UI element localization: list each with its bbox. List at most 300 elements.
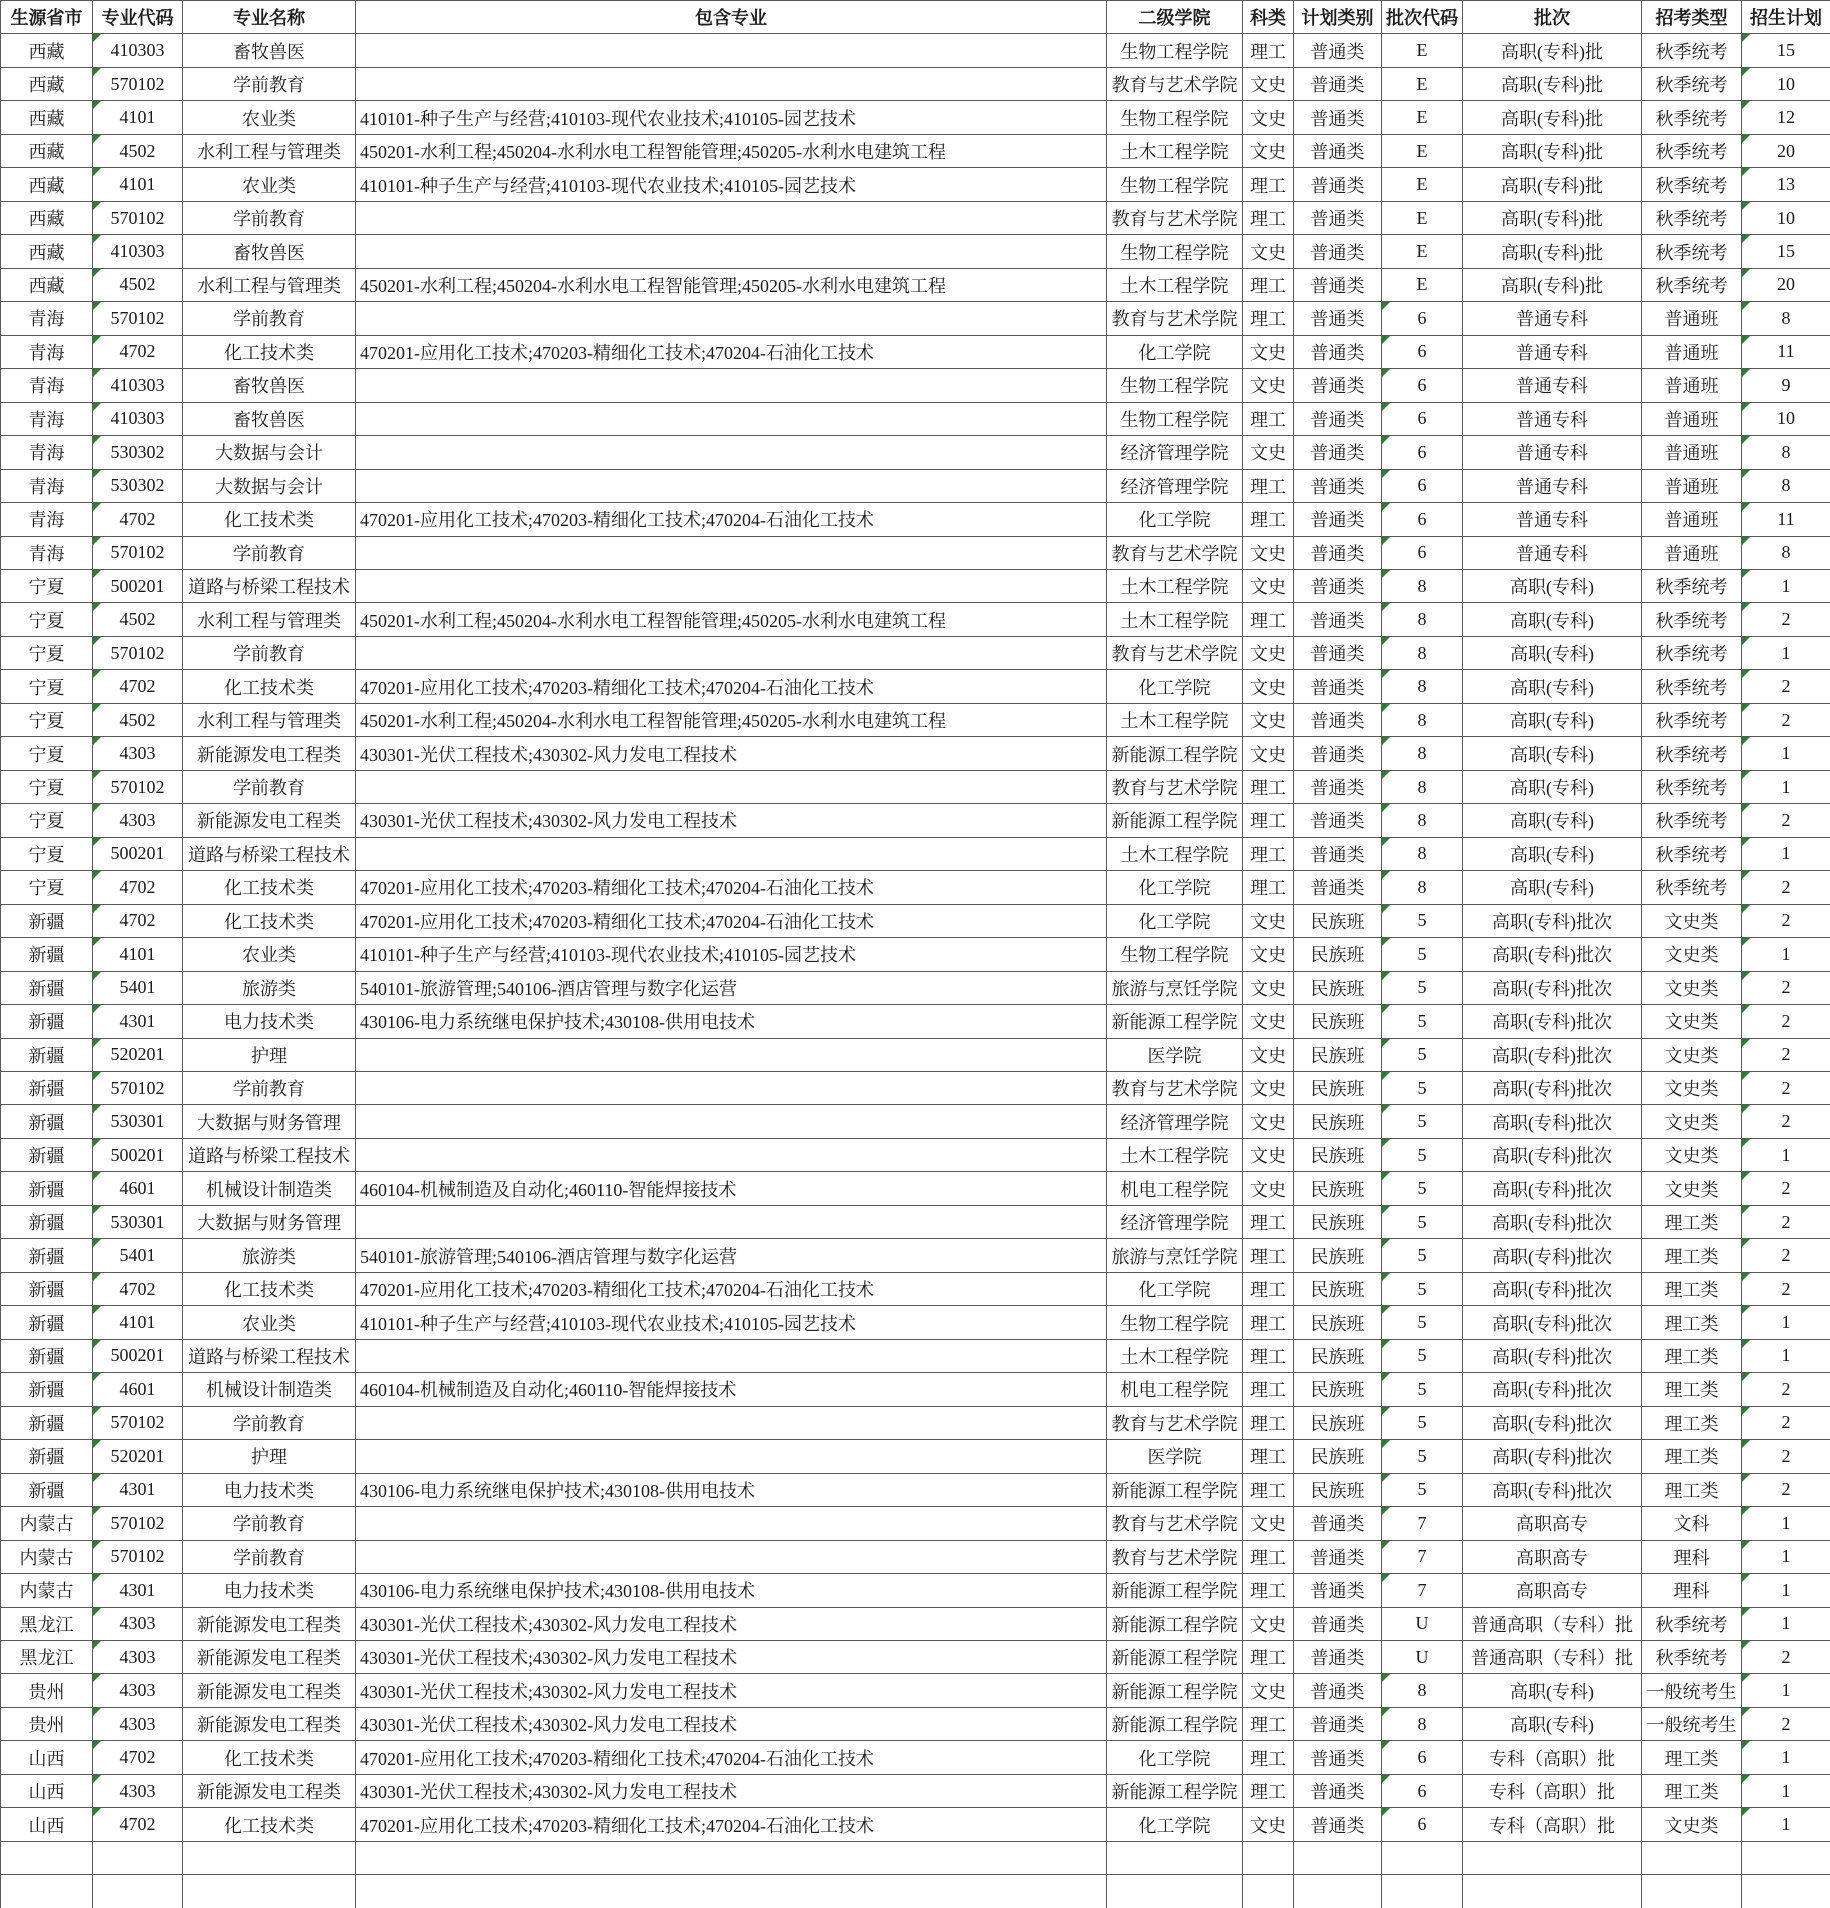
table-cell[interactable] [356,838,1107,871]
table-cell[interactable] [1642,1674,1742,1707]
table-cell[interactable] [1294,101,1382,134]
table-cell[interactable] [1463,1574,1642,1607]
table-cell[interactable] [1107,235,1243,268]
table-cell[interactable] [1107,202,1243,235]
table-cell[interactable] [1382,1574,1463,1607]
table-cell[interactable] [1243,1072,1294,1105]
table-cell[interactable] [356,570,1107,603]
table-cell[interactable] [1294,838,1382,871]
table-cell[interactable] [356,403,1107,436]
table-cell[interactable] [1294,1708,1382,1741]
table-cell[interactable] [1243,269,1294,302]
table-cell[interactable] [183,1239,356,1272]
table-cell[interactable] [1742,1005,1830,1038]
empty-table-cell[interactable] [1742,1875,1830,1908]
table-cell[interactable] [1642,704,1742,737]
table-cell[interactable] [1243,1139,1294,1172]
table-cell[interactable] [1294,1541,1382,1574]
table-cell[interactable] [1294,1775,1382,1808]
table-cell[interactable] [1107,1407,1243,1440]
table-cell[interactable] [1107,737,1243,770]
table-cell[interactable] [93,168,183,201]
table-cell[interactable] [1243,1206,1294,1239]
table-cell[interactable] [1243,1641,1294,1674]
table-cell[interactable] [1463,871,1642,904]
table-cell[interactable] [1642,269,1742,302]
table-cell[interactable] [1107,1608,1243,1641]
table-cell[interactable] [356,1641,1107,1674]
empty-table-cell[interactable] [1642,1842,1742,1875]
table-cell[interactable] [1,1775,93,1808]
table-cell[interactable] [1463,838,1642,871]
table-cell[interactable] [1463,938,1642,971]
table-cell[interactable] [1294,1741,1382,1774]
table-cell[interactable] [356,1541,1107,1574]
table-cell[interactable] [1107,1775,1243,1808]
table-cell[interactable] [1382,336,1463,369]
table-cell[interactable] [356,135,1107,168]
table-cell[interactable] [1243,1574,1294,1607]
table-cell[interactable] [93,34,183,67]
table-cell[interactable] [1642,302,1742,335]
table-cell[interactable] [1107,1206,1243,1239]
table-cell[interactable] [356,202,1107,235]
table-cell[interactable] [1107,1340,1243,1373]
table-cell[interactable] [93,369,183,402]
table-cell[interactable] [1382,1808,1463,1841]
table-cell[interactable] [1,637,93,670]
table-cell[interactable] [93,1005,183,1038]
table-cell[interactable] [356,1708,1107,1741]
table-cell[interactable] [1382,537,1463,570]
table-cell[interactable] [1243,202,1294,235]
table-cell[interactable] [1,1674,93,1707]
table-cell[interactable] [356,269,1107,302]
empty-table-cell[interactable] [1382,1875,1463,1908]
table-cell[interactable] [1,403,93,436]
table-cell[interactable] [356,1674,1107,1707]
table-cell[interactable] [356,804,1107,837]
table-cell[interactable] [183,871,356,904]
table-cell[interactable] [356,603,1107,636]
table-cell[interactable] [1294,1105,1382,1138]
table-cell[interactable] [1642,1708,1742,1741]
table-cell[interactable] [1,670,93,703]
table-cell[interactable] [1294,1641,1382,1674]
table-cell[interactable] [356,1005,1107,1038]
table-cell[interactable] [356,1608,1107,1641]
table-cell[interactable] [1742,1574,1830,1607]
table-cell[interactable] [1107,1139,1243,1172]
table-cell[interactable] [1642,1641,1742,1674]
table-cell[interactable] [1294,1172,1382,1205]
table-cell[interactable] [1742,235,1830,268]
table-cell[interactable] [183,905,356,938]
table-cell[interactable] [1642,436,1742,469]
table-cell[interactable] [1463,202,1642,235]
table-cell[interactable] [1642,1005,1742,1038]
table-cell[interactable] [1463,1206,1642,1239]
table-cell[interactable] [1243,737,1294,770]
table-cell[interactable] [183,1641,356,1674]
table-cell[interactable] [356,1507,1107,1540]
table-cell[interactable] [1107,168,1243,201]
table-cell[interactable] [1,1340,93,1373]
table-cell[interactable] [93,1039,183,1072]
table-cell[interactable] [1382,403,1463,436]
table-cell[interactable] [1382,1741,1463,1774]
table-cell[interactable] [1463,436,1642,469]
table-cell[interactable] [1243,369,1294,402]
column-header-7[interactable] [1294,1,1382,34]
table-cell[interactable] [1107,1507,1243,1540]
table-cell[interactable] [1742,838,1830,871]
table-cell[interactable] [1382,1674,1463,1707]
table-cell[interactable] [356,302,1107,335]
table-cell[interactable] [93,1206,183,1239]
table-cell[interactable] [1107,1440,1243,1473]
table-cell[interactable] [1,336,93,369]
table-cell[interactable] [1107,1741,1243,1774]
table-cell[interactable] [1382,704,1463,737]
table-cell[interactable] [1742,670,1830,703]
table-cell[interactable] [1294,938,1382,971]
table-cell[interactable] [1742,1708,1830,1741]
table-cell[interactable] [1382,1407,1463,1440]
table-cell[interactable] [93,1608,183,1641]
table-cell[interactable] [1382,1239,1463,1272]
table-cell[interactable] [1463,670,1642,703]
table-cell[interactable] [1642,1039,1742,1072]
table-cell[interactable] [1382,871,1463,904]
table-cell[interactable] [1107,336,1243,369]
table-cell[interactable] [1294,1407,1382,1440]
empty-table-cell[interactable] [93,1875,183,1908]
table-cell[interactable] [1742,1741,1830,1774]
table-cell[interactable] [1382,369,1463,402]
table-cell[interactable] [356,972,1107,1005]
table-cell[interactable] [93,670,183,703]
table-cell[interactable] [1463,1741,1642,1774]
table-cell[interactable] [1294,1005,1382,1038]
table-cell[interactable] [1243,1775,1294,1808]
table-cell[interactable] [1107,771,1243,804]
table-cell[interactable] [1294,1306,1382,1339]
table-cell[interactable] [1463,704,1642,737]
table-cell[interactable] [1382,503,1463,536]
table-cell[interactable] [183,302,356,335]
table-cell[interactable] [1,1641,93,1674]
table-cell[interactable] [1463,537,1642,570]
table-cell[interactable] [1742,403,1830,436]
table-cell[interactable] [356,168,1107,201]
table-cell[interactable] [1463,1541,1642,1574]
table-cell[interactable] [1642,1172,1742,1205]
table-cell[interactable] [183,771,356,804]
table-cell[interactable] [183,1072,356,1105]
table-cell[interactable] [356,1775,1107,1808]
table-cell[interactable] [1243,168,1294,201]
table-cell[interactable] [1463,1172,1642,1205]
table-cell[interactable] [1382,1005,1463,1038]
table-cell[interactable] [1107,1172,1243,1205]
table-cell[interactable] [1642,972,1742,1005]
table-cell[interactable] [93,537,183,570]
table-cell[interactable] [93,336,183,369]
table-cell[interactable] [183,1273,356,1306]
table-cell[interactable] [1382,1440,1463,1473]
table-cell[interactable] [1463,771,1642,804]
table-cell[interactable] [356,68,1107,101]
table-cell[interactable] [1463,68,1642,101]
table-cell[interactable] [1642,938,1742,971]
table-cell[interactable] [183,1340,356,1373]
table-cell[interactable] [1107,101,1243,134]
table-cell[interactable] [1382,838,1463,871]
table-cell[interactable] [1107,403,1243,436]
table-cell[interactable] [1742,1306,1830,1339]
table-cell[interactable] [1243,670,1294,703]
table-cell[interactable] [1,1608,93,1641]
table-cell[interactable] [1294,1273,1382,1306]
table-cell[interactable] [356,1340,1107,1373]
table-cell[interactable] [93,436,183,469]
table-cell[interactable] [93,1440,183,1473]
table-cell[interactable] [1742,1139,1830,1172]
table-cell[interactable] [1,1039,93,1072]
table-cell[interactable] [1243,336,1294,369]
table-cell[interactable] [1294,570,1382,603]
table-cell[interactable] [183,1608,356,1641]
table-cell[interactable] [1642,202,1742,235]
table-cell[interactable] [1742,1808,1830,1841]
table-cell[interactable] [1742,1373,1830,1406]
table-cell[interactable] [1107,1306,1243,1339]
table-cell[interactable] [1107,537,1243,570]
table-cell[interactable] [1742,1674,1830,1707]
table-cell[interactable] [1243,1039,1294,1072]
table-cell[interactable] [1382,1608,1463,1641]
table-cell[interactable] [93,235,183,268]
table-cell[interactable] [1,838,93,871]
table-cell[interactable] [1382,771,1463,804]
table-cell[interactable] [1243,1105,1294,1138]
table-cell[interactable] [1,804,93,837]
table-cell[interactable] [1294,302,1382,335]
table-cell[interactable] [1382,168,1463,201]
table-cell[interactable] [1463,570,1642,603]
table-cell[interactable] [1463,1105,1642,1138]
table-cell[interactable] [1294,1340,1382,1373]
table-cell[interactable] [356,871,1107,904]
table-cell[interactable] [183,235,356,268]
table-cell[interactable] [1463,1239,1642,1272]
table-cell[interactable] [1463,101,1642,134]
table-cell[interactable] [183,1105,356,1138]
table-cell[interactable] [1243,503,1294,536]
table-cell[interactable] [1382,637,1463,670]
table-cell[interactable] [1742,202,1830,235]
table-cell[interactable] [93,403,183,436]
table-cell[interactable] [1,1005,93,1038]
table-cell[interactable] [93,101,183,134]
table-cell[interactable] [1642,369,1742,402]
table-cell[interactable] [1642,737,1742,770]
table-cell[interactable] [1294,235,1382,268]
table-cell[interactable] [93,838,183,871]
table-cell[interactable] [93,1407,183,1440]
table-cell[interactable] [1463,1440,1642,1473]
table-cell[interactable] [1742,302,1830,335]
table-cell[interactable] [93,1239,183,1272]
table-cell[interactable] [1294,269,1382,302]
table-cell[interactable] [183,972,356,1005]
table-cell[interactable] [1,1273,93,1306]
table-cell[interactable] [356,1407,1107,1440]
table-cell[interactable] [1463,1306,1642,1339]
table-cell[interactable] [1642,1239,1742,1272]
table-cell[interactable] [1463,269,1642,302]
table-cell[interactable] [1642,637,1742,670]
table-cell[interactable] [1742,537,1830,570]
table-cell[interactable] [183,1440,356,1473]
table-cell[interactable] [1382,1340,1463,1373]
column-header-9[interactable] [1463,1,1642,34]
table-cell[interactable] [356,1373,1107,1406]
table-cell[interactable] [183,637,356,670]
table-cell[interactable] [356,436,1107,469]
table-cell[interactable] [183,737,356,770]
table-cell[interactable] [1294,1440,1382,1473]
table-cell[interactable] [1742,168,1830,201]
table-cell[interactable] [1,1407,93,1440]
table-cell[interactable] [1642,1574,1742,1607]
table-cell[interactable] [1107,704,1243,737]
table-cell[interactable] [1742,1440,1830,1473]
table-cell[interactable] [1742,871,1830,904]
table-cell[interactable] [1463,1273,1642,1306]
empty-table-cell[interactable] [1463,1842,1642,1875]
table-cell[interactable] [183,1039,356,1072]
table-cell[interactable] [1382,436,1463,469]
table-cell[interactable] [1642,905,1742,938]
table-cell[interactable] [1,1306,93,1339]
table-cell[interactable] [1463,1139,1642,1172]
table-cell[interactable] [93,1741,183,1774]
table-cell[interactable] [1382,670,1463,703]
table-cell[interactable] [183,1741,356,1774]
table-cell[interactable] [183,1574,356,1607]
table-cell[interactable] [356,1039,1107,1072]
table-cell[interactable] [1642,1808,1742,1841]
table-cell[interactable] [1,938,93,971]
table-cell[interactable] [1107,938,1243,971]
table-cell[interactable] [1,603,93,636]
table-cell[interactable] [183,101,356,134]
table-cell[interactable] [1382,68,1463,101]
table-cell[interactable] [183,202,356,235]
table-cell[interactable] [1642,1474,1742,1507]
table-cell[interactable] [1463,1808,1642,1841]
empty-table-cell[interactable] [1382,1842,1463,1875]
table-cell[interactable] [93,1541,183,1574]
table-cell[interactable] [1382,1306,1463,1339]
table-cell[interactable] [1642,1273,1742,1306]
table-cell[interactable] [1,302,93,335]
table-cell[interactable] [356,637,1107,670]
table-cell[interactable] [183,168,356,201]
table-cell[interactable] [1294,637,1382,670]
table-cell[interactable] [183,1674,356,1707]
table-cell[interactable] [1463,470,1642,503]
table-cell[interactable] [1382,603,1463,636]
table-cell[interactable] [356,369,1107,402]
table-cell[interactable] [183,135,356,168]
table-cell[interactable] [1294,1239,1382,1272]
table-cell[interactable] [1294,1373,1382,1406]
table-cell[interactable] [93,1808,183,1841]
table-cell[interactable] [1642,1507,1742,1540]
table-cell[interactable] [93,1139,183,1172]
table-cell[interactable] [1463,403,1642,436]
table-cell[interactable] [93,470,183,503]
table-cell[interactable] [1742,972,1830,1005]
table-cell[interactable] [1243,1708,1294,1741]
table-cell[interactable] [1382,1072,1463,1105]
table-cell[interactable] [1642,570,1742,603]
table-cell[interactable] [1294,972,1382,1005]
table-cell[interactable] [1107,838,1243,871]
table-cell[interactable] [1,1507,93,1540]
table-cell[interactable] [1294,135,1382,168]
table-cell[interactable] [1642,1105,1742,1138]
table-cell[interactable] [183,1139,356,1172]
column-header-11[interactable] [1742,1,1830,34]
table-cell[interactable] [1243,1440,1294,1473]
empty-table-cell[interactable] [1,1875,93,1908]
table-cell[interactable] [1642,168,1742,201]
table-cell[interactable] [183,1474,356,1507]
table-cell[interactable] [93,1105,183,1138]
table-cell[interactable] [356,503,1107,536]
table-cell[interactable] [1294,1574,1382,1607]
table-cell[interactable] [1107,369,1243,402]
table-cell[interactable] [1107,1541,1243,1574]
table-cell[interactable] [183,537,356,570]
table-cell[interactable] [93,905,183,938]
table-cell[interactable] [1463,603,1642,636]
table-cell[interactable] [1742,1273,1830,1306]
table-cell[interactable] [1243,771,1294,804]
table-cell[interactable] [93,1273,183,1306]
table-cell[interactable] [1,1708,93,1741]
table-cell[interactable] [1463,1775,1642,1808]
table-cell[interactable] [183,68,356,101]
table-cell[interactable] [1294,804,1382,837]
table-cell[interactable] [1742,1340,1830,1373]
table-cell[interactable] [93,1072,183,1105]
empty-table-cell[interactable] [1,1842,93,1875]
table-cell[interactable] [1642,537,1742,570]
table-cell[interactable] [1642,470,1742,503]
table-cell[interactable] [1463,369,1642,402]
table-cell[interactable] [1463,1708,1642,1741]
empty-table-cell[interactable] [1243,1875,1294,1908]
table-cell[interactable] [1294,1474,1382,1507]
table-cell[interactable] [93,302,183,335]
table-cell[interactable] [1642,1440,1742,1473]
table-cell[interactable] [356,470,1107,503]
